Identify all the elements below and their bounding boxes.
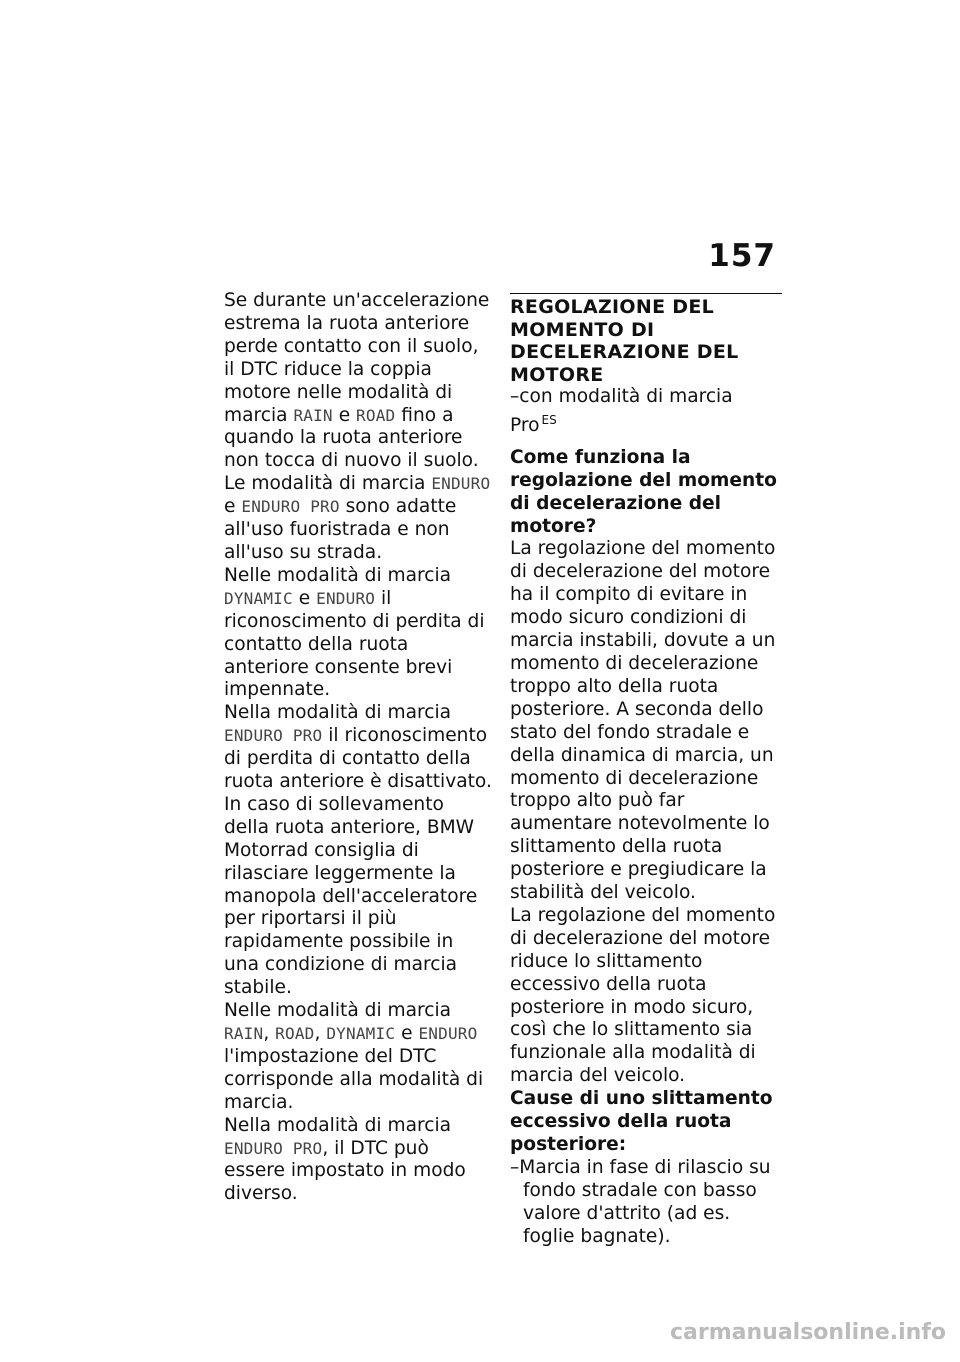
mode-label: ENDURO PRO xyxy=(241,497,340,517)
mode-label: ENDURO xyxy=(418,1024,478,1043)
paragraph: Le modalità di marcia ENDURO e ENDURO PRO sono adatte all'uso fuoristrada e non all'uso su strada. xyxy=(224,473,491,563)
paragraph: Nelle modalità di marcia DYNAMIC e ENDURO il riconoscimento di perdita di contatto della ruota anteriore consente brevi impennate. xyxy=(224,564,485,701)
mode-label: DYNAMIC xyxy=(326,1024,396,1043)
watermark: carmanualsonline.info xyxy=(670,1320,946,1345)
section-title: REGOLAZIONE DEL MOMENTO DI DECELERAZIONE DEL MOTORE xyxy=(510,296,739,386)
paragraph: La regolazione del momento di decelerazione del motore riduce lo slittamento eccessivo della ruota posteriore in modo sicuro, così che lo slittamento sia funzionale alla modalità di marcia del veicolo. xyxy=(510,904,776,1087)
scope-note: –con modalità di marcia Pro $^{ES}$ xyxy=(510,386,733,436)
mode-label: ENDURO PRO xyxy=(224,1138,323,1158)
left-column xyxy=(224,290,492,1206)
paragraph: Nelle modalità di marcia RAIN, ROAD, DYNAMIC e ENDURO l'impostazione del DTC corrisponde alla modalità di marcia. xyxy=(224,1000,484,1113)
list-item: –Marcia in fase di rilascio su fondo stradale con basso valore d'attrito (ad es. foglie bagnate). xyxy=(510,1156,771,1247)
paragraph: Se durante un'accelerazione estrema la ruota anteriore perde contatto con il suolo, il DTC riduce la coppia motore nelle modalità di marcia RAIN e ROAD fino a quando la ruota anteriore non tocca di nuovo il suolo. xyxy=(224,290,490,472)
subheading: Cause di uno slittamento eccessivo della ruota posteriore: xyxy=(510,1088,773,1155)
paragraph: Nella modalità di marcia ENDURO PRO il riconoscimento di perdita di contatto della ruota anteriore è disattivato. xyxy=(224,702,492,793)
mode-label: ENDURO xyxy=(431,474,491,494)
paragraph: In caso di sollevamento della ruota anteriore, BMW Motorrad consiglia di rilasciare leggermente la manopola dell'acceleratore per riportarsi il più rapidamente possibile in una condizione di marcia stabile. xyxy=(224,793,478,999)
mode-label: ENDURO PRO xyxy=(224,726,323,746)
paragraph: La regolazione del momento di decelerazione del motore ha il compito di evitare in modo sicuro condizioni di marcia instabili, dovute a un momento di decelerazione troppo alto della ruota posteriore. A seconda dello stato del fondo stradale e della dinamica di marcia, un momento di decelerazione troppo alto può far aumentare notevolmente lo slittamento della ruota posteriore e pregiudicare la stabilità del veicolo. xyxy=(510,538,776,904)
mode-label: ROAD xyxy=(275,1024,315,1043)
paragraph: Nella modalità di marcia ENDURO PRO, il DTC può essere impostato in modo diverso. xyxy=(224,1114,466,1205)
mode-label: DYNAMIC xyxy=(224,588,293,608)
equipment-superscript: ES xyxy=(541,412,557,427)
mode-label: RAIN xyxy=(293,405,333,425)
bullet-list xyxy=(510,1157,782,1249)
mode-label: RAIN xyxy=(224,1024,264,1043)
mode-label: ENDURO xyxy=(316,588,376,608)
right-column xyxy=(510,290,782,1249)
mode-label: ROAD xyxy=(356,405,396,425)
subheading: Come funziona la regolazione del momento di decelerazione del motore? xyxy=(510,446,777,537)
page-number: 157 xyxy=(708,238,776,274)
